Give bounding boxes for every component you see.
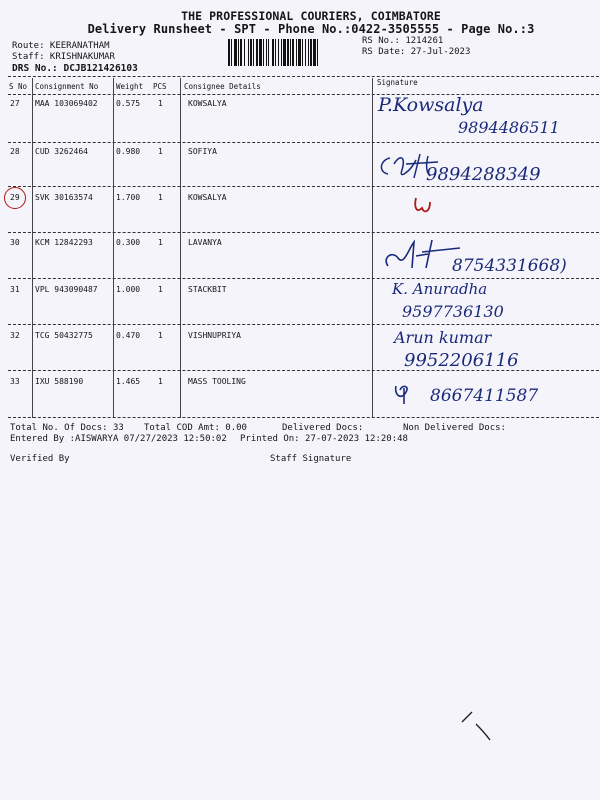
rs-date: RS Date: 27-Jul-2023 [362,47,471,57]
row-sno: 29 [10,193,20,202]
company-title: THE PROFESSIONAL COURIERS, COIMBATORE [181,9,441,23]
row-separator [8,232,599,233]
row-weight: 1.700 [116,193,141,202]
row-consignee: STACKBIT [188,285,227,294]
route-label: Route: KEERANATHAM [12,41,110,51]
row-consignee: KOWSALYA [188,193,227,202]
row-pcs: 1 [158,331,163,340]
row-pcs: 1 [158,193,163,202]
col-header-consignment: Consignment No [35,82,99,91]
row-pcs: 1 [158,285,163,294]
signature-28-phone: 9894288349 [426,164,541,185]
row-weight: 0.470 [116,331,141,340]
header-bottom-rule [8,94,599,95]
col-header-sno: S No [9,82,28,91]
runsheet-subtitle: Delivery Runsheet - SPT - Phone No.:0422-3505555 - Page No.:3 [87,22,535,36]
verified-by-label: Verified By [10,454,70,464]
total-docs: Total No. Of Docs: 33 [10,423,124,433]
row-sno: 28 [10,147,20,156]
row-consignee: LAVANYA [188,238,222,247]
col-header-pcs: PCS [153,82,167,91]
row-consignee: SOFIYA [188,147,217,156]
staff-label: Staff: KRISHNAKUMAR [12,52,115,62]
row-weight: 0.980 [116,147,141,156]
table-row [8,283,599,329]
row-sno: 31 [10,285,20,294]
row-consignment: MAA 103069402 [35,99,98,108]
staff-signature-label: Staff Signature [270,454,352,464]
row-consignment: IXU 588190 [35,377,84,386]
delivered-docs: Delivered Docs: [282,423,364,433]
row-consignee: MASS TOOLING [188,377,246,386]
row-sno: 27 [10,99,20,108]
signature-33-phone: 8667411587 [430,386,539,406]
col-header-signature: Signature [377,78,418,87]
row-weight: 1.000 [116,285,141,294]
row-sno: 32 [10,331,20,340]
row-sno: 33 [10,377,20,386]
row-pcs: 1 [158,238,163,247]
row-pcs: 1 [158,377,163,386]
row-consignment: SVK 30163574 [35,193,93,202]
entered-by: Entered By :AISWARYA 07/27/2023 12:50:02 [10,434,227,444]
table-bottom-rule [8,417,599,418]
row-separator [8,142,599,143]
non-delivered-docs: Non Delivered Docs: [403,423,506,433]
total-cod: Total COD Amt: 0.00 [144,423,247,433]
row-consignment: KCM 12842293 [35,238,93,247]
table-row [8,191,599,237]
row-separator [8,324,599,325]
red-tick-mark [410,192,436,216]
row-consignment: TCG 50432775 [35,331,93,340]
signature-27-name: P.Kowsalya [378,94,484,116]
barcode-image [228,39,354,66]
signature-31-name: K. Anuradha [392,280,488,298]
row-consignment: CUD 3262464 [35,147,88,156]
table-top-rule [8,76,599,77]
rs-number: RS No.: 1214261 [362,36,444,46]
row-pcs: 1 [158,99,163,108]
row-weight: 0.575 [116,99,141,108]
row-consignee: KOWSALYA [188,99,227,108]
signature-32-name: Arun kumar [394,328,492,347]
signature-30-phone: 8754331668) [452,256,567,276]
row-weight: 0.300 [116,238,141,247]
drs-number: DRS No.: DCJB121426103 [12,63,138,74]
row-consignment: VPL 943090487 [35,285,98,294]
row-consignee: VISHNUPRIYA [188,331,241,340]
row-separator [8,278,599,279]
row-weight: 1.465 [116,377,141,386]
stray-pen-mark [458,704,498,744]
col-header-weight: Weight [116,82,144,91]
signature-32-phone: 9952206116 [404,350,519,371]
signature-33-mark [392,382,414,406]
printed-on: Printed On: 27-07-2023 12:20:48 [240,434,408,444]
row-separator [8,186,599,187]
signature-31-phone: 9597736130 [402,302,504,321]
row-pcs: 1 [158,147,163,156]
handwritten-circle-mark [4,187,26,209]
row-sno: 30 [10,238,20,247]
signature-27-phone: 9894486511 [458,118,560,137]
col-header-consignee: Consignee Details [184,82,261,91]
